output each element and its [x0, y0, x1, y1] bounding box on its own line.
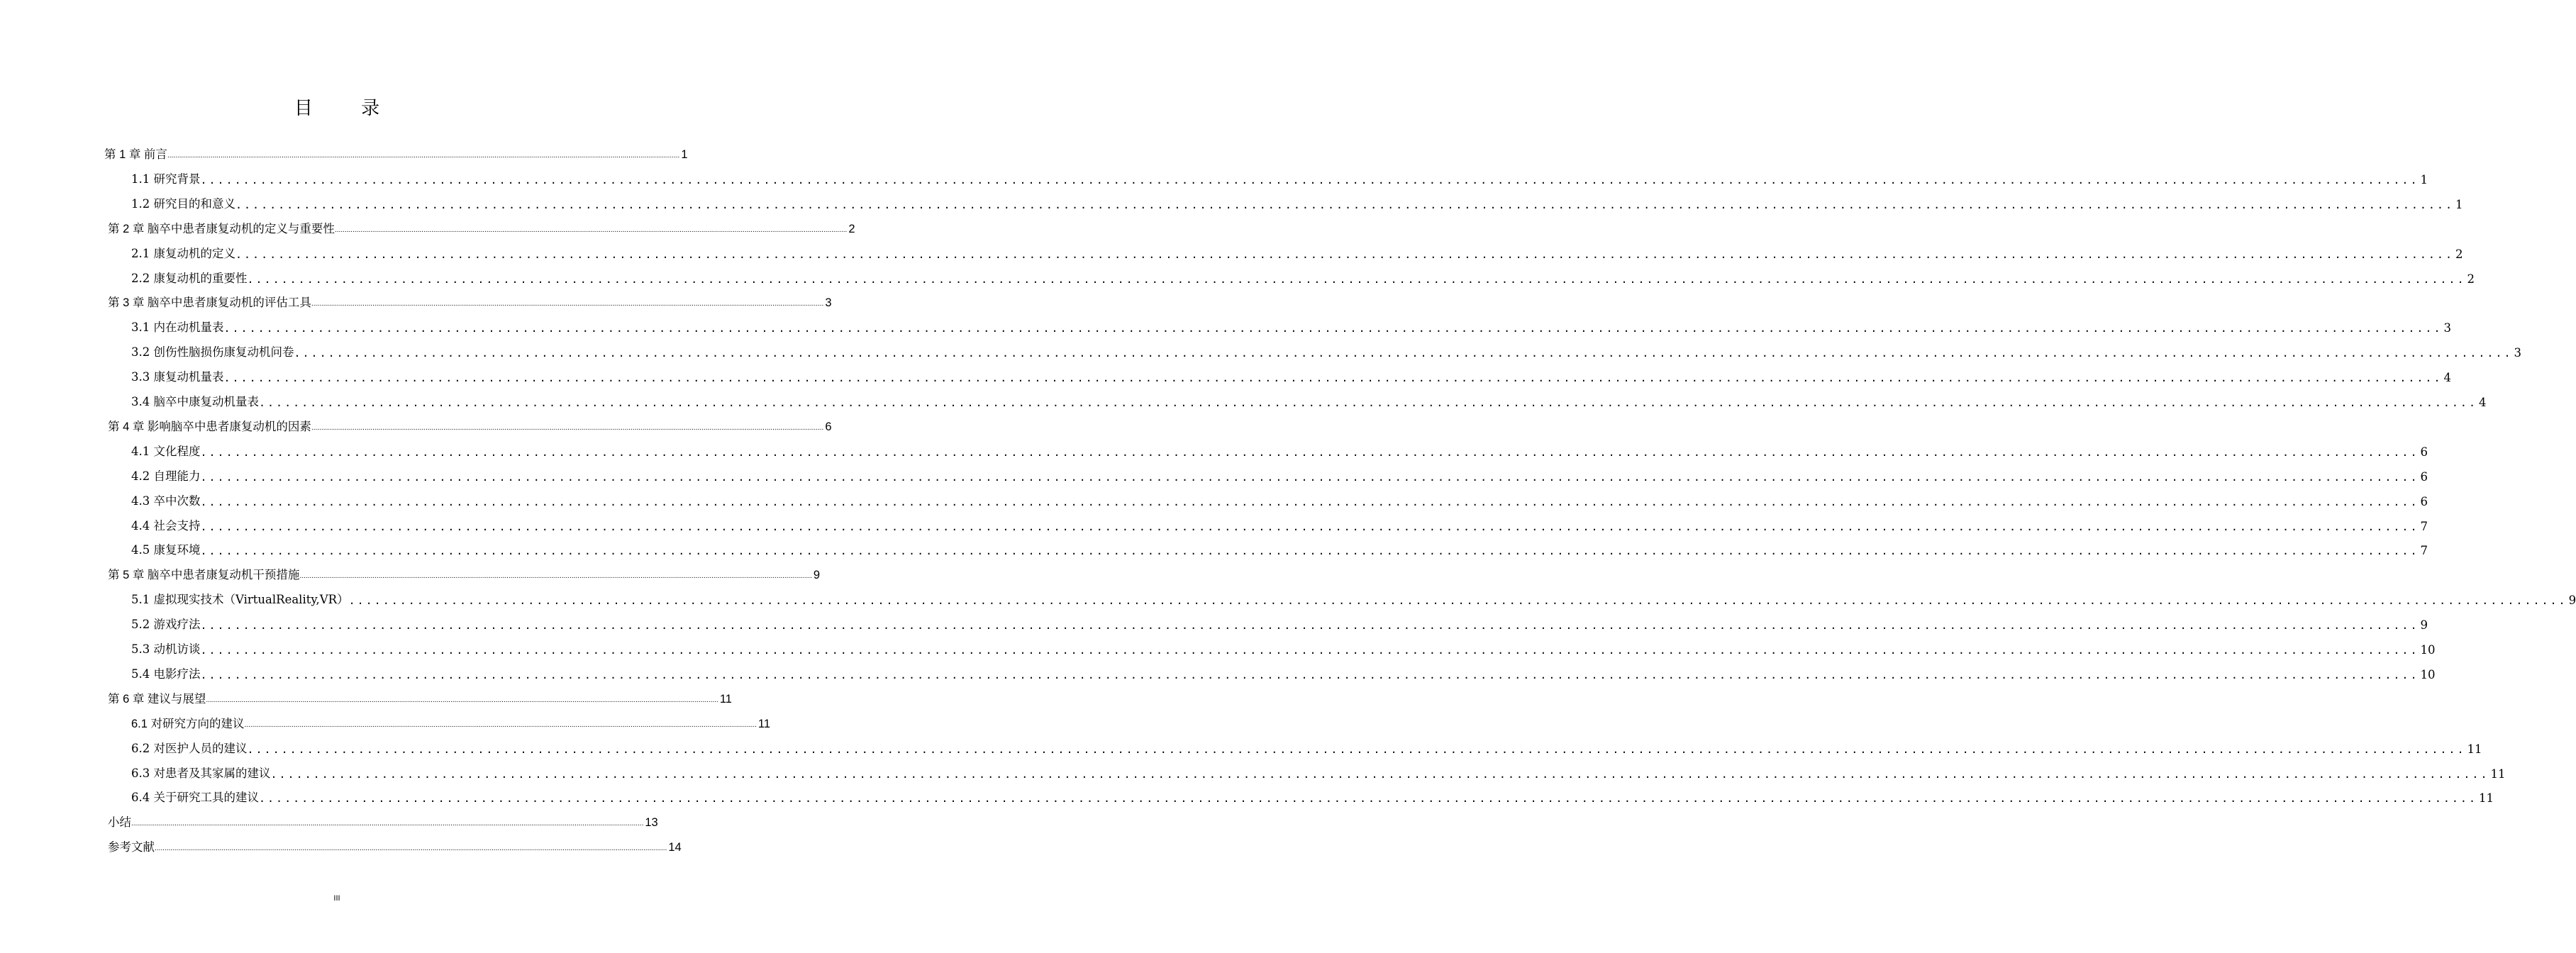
toc-dot-leader: .................................................................................................................................................................................................................................................................... — [167, 152, 680, 160]
toc-section-entry[interactable] — [131, 765, 2506, 781]
toc-section-entry[interactable] — [131, 319, 2451, 335]
toc-entry-label: 4.1 文化程度 — [131, 445, 201, 458]
toc-dot-leader: .................................................................................................................................................................................................................................................................... — [200, 520, 2419, 533]
toc-section-entry[interactable] — [131, 171, 2428, 186]
toc-entry-page: 11 — [757, 718, 771, 730]
toc-chapter-entry[interactable] — [108, 814, 658, 830]
toc-dot-leader: .................................................................................................................................................................................................................................................................... — [155, 845, 667, 852]
toc-dot-leader: .................................................................................................................................................................................................................................................................... — [348, 594, 2567, 607]
toc-entry-label: 3.3 康复动机量表 — [131, 370, 224, 384]
toc-section-entry[interactable] — [131, 740, 2482, 756]
toc-entry-page: 3 — [2443, 321, 2451, 335]
toc-section-entry[interactable] — [131, 493, 2428, 508]
toc-chapter-entry[interactable] — [131, 715, 771, 731]
toc-dot-leader: .................................................................................................................................................................................................................................................................... — [131, 820, 644, 827]
toc-dot-leader: .................................................................................................................................................................................................................................................................... — [235, 199, 2454, 211]
toc-entry-label: 4.5 康复环境 — [131, 543, 201, 557]
toc-dot-leader: .................................................................................................................................................................................................................................................................... — [294, 347, 2513, 360]
toc-dot-leader: .................................................................................................................................................................................................................................................................... — [200, 471, 2419, 484]
toc-dot-leader: .................................................................................................................................................................................................................................................................... — [259, 396, 2477, 409]
toc-chapter-entry[interactable] — [108, 221, 855, 236]
toc-entry-page: 13 — [645, 816, 658, 829]
toc-entry-label: 5.1 虚拟现实技术（VirtualReality,VR） — [131, 593, 349, 606]
toc-dot-leader: .................................................................................................................................................................................................................................................................... — [200, 496, 2419, 508]
toc-dot-leader: .................................................................................................................................................................................................................................................................... — [223, 322, 2443, 335]
toc-section-entry[interactable] — [131, 270, 2475, 286]
toc-entry-label: 小结 — [108, 816, 131, 829]
toc-entry-label: 2.2 康复动机的重要性 — [131, 272, 248, 285]
toc-dot-leader: .................................................................................................................................................................................................................................................................... — [299, 572, 812, 580]
toc-entry-page: 11 — [2467, 742, 2482, 756]
toc-dot-leader: .................................................................................................................................................................................................................................................................... — [200, 644, 2419, 657]
toc-entry-page: 1 — [2455, 198, 2463, 211]
toc-section-entry[interactable] — [131, 641, 2436, 657]
toc-entry-label: 4.4 社会支持 — [131, 519, 201, 533]
toc-entry-label: 5.2 游戏疗法 — [131, 618, 201, 631]
toc-entry-label: 4.3 卒中次数 — [131, 494, 201, 508]
toc-section-entry[interactable] — [131, 666, 2436, 681]
toc-entry-label: 3.2 创伤性脑损伤康复动机问卷 — [131, 345, 294, 359]
toc-entry-page: 2 — [2467, 272, 2475, 286]
toc-chapter-entry[interactable] — [108, 294, 832, 310]
toc-entry-page: 9 — [813, 569, 820, 581]
toc-entry-label: 6.2 对医护人员的建议 — [131, 742, 248, 755]
toc-entry-page: 1 — [681, 148, 688, 161]
toc-section-entry[interactable] — [131, 518, 2428, 533]
toc-section-entry[interactable] — [131, 443, 2428, 459]
toc-entry-page: 9 — [2568, 593, 2576, 607]
toc-dot-leader: .................................................................................................................................................................................................................................................................... — [247, 743, 2466, 756]
toc-entry-label: 3.1 内在动机量表 — [131, 321, 224, 334]
toc-dot-leader: .................................................................................................................................................................................................................................................................... — [311, 424, 824, 432]
toc-section-entry[interactable] — [131, 369, 2451, 384]
toc-chapter-entry[interactable] — [104, 146, 688, 162]
toc-entry-label: 6.3 对患者及其家属的建议 — [131, 767, 271, 780]
toc-dot-leader: .................................................................................................................................................................................................................................................................... — [200, 669, 2419, 681]
toc-dot-leader: .................................................................................................................................................................................................................................................................... — [334, 226, 848, 234]
toc-entry-label: 第 1 章 前言 — [104, 148, 167, 161]
toc-entry-page: 6 — [2420, 470, 2428, 484]
toc-dot-leader: .................................................................................................................................................................................................................................................................... — [235, 248, 2454, 261]
toc-dot-leader: .................................................................................................................................................................................................................................................................... — [200, 446, 2419, 459]
toc-section-entry[interactable] — [131, 616, 2428, 632]
toc-dot-leader: .................................................................................................................................................................................................................................................................... — [200, 545, 2419, 557]
toc-dot-leader: .................................................................................................................................................................................................................................................................... — [247, 273, 2466, 286]
toc-entry-label: 4.2 自理能力 — [131, 469, 201, 483]
toc-entry-page: 11 — [2490, 767, 2506, 781]
toc-entry-page: 6 — [2420, 445, 2428, 459]
toc-entry-label: 第 2 章 脑卒中患者康复动机的定义与重要性 — [108, 223, 335, 235]
toc-entry-page: 6 — [825, 420, 832, 433]
toc-entry-page: 14 — [668, 841, 682, 854]
toc-entry-label: 2.1 康复动机的定义 — [131, 247, 235, 260]
toc-chapter-entry[interactable] — [108, 418, 832, 434]
toc-entry-label: 1.1 研究背景 — [131, 172, 201, 186]
toc-entry-label: 第 6 章 建议与展望 — [108, 693, 206, 706]
toc-entry-label: 5.3 动机访谈 — [131, 642, 201, 656]
toc-dot-leader: .................................................................................................................................................................................................................................................................... — [200, 619, 2419, 632]
toc-entry-page: 1 — [2420, 173, 2428, 186]
toc-entry-page: 3 — [2514, 346, 2521, 360]
toc-title: 目 录 — [294, 98, 401, 119]
toc-dot-leader: .................................................................................................................................................................................................................................................................... — [223, 372, 2443, 384]
toc-section-entry[interactable] — [131, 542, 2428, 557]
toc-entry-page: 4 — [2443, 371, 2451, 384]
toc-entry-page: 11 — [719, 693, 732, 706]
toc-section-entry[interactable] — [131, 344, 2521, 360]
toc-entry-label: 5.4 电影疗法 — [131, 667, 201, 681]
toc-entry-page: 4 — [2479, 396, 2487, 409]
toc-entry-page: 10 — [2420, 668, 2436, 681]
toc-entry-page: 2 — [2455, 247, 2463, 261]
page-number: III — [333, 894, 340, 903]
toc-section-entry[interactable] — [131, 789, 2494, 805]
toc-entry-label: 第 3 章 脑卒中患者康复动机的评估工具 — [108, 296, 311, 309]
toc-entry-label: 第 4 章 影响脑卒中患者康复动机的因素 — [108, 420, 311, 433]
toc-entry-label: 1.2 研究目的和意义 — [131, 197, 235, 211]
toc-dot-leader: .................................................................................................................................................................................................................................................................... — [200, 174, 2419, 186]
toc-dot-leader: .................................................................................................................................................................................................................................................................... — [244, 721, 757, 729]
toc-section-entry[interactable] — [131, 196, 2463, 211]
toc-entry-page: 10 — [2420, 643, 2436, 657]
toc-entry-page: 2 — [848, 223, 855, 235]
toc-entry-page: 7 — [2420, 544, 2428, 557]
toc-section-entry[interactable] — [131, 468, 2428, 484]
toc-section-entry[interactable] — [131, 245, 2463, 261]
toc-section-entry[interactable] — [131, 394, 2487, 409]
toc-entry-page: 9 — [2420, 618, 2428, 632]
toc-entry-label: 6.4 关于研究工具的建议 — [131, 791, 259, 804]
toc-entry-label: 参考文献 — [108, 841, 155, 854]
toc-entry-label: 3.4 脑卒中康复动机量表 — [131, 395, 259, 408]
toc-chapter-entry[interactable] — [108, 567, 820, 582]
toc-dot-leader: .................................................................................................................................................................................................................................................................... — [206, 696, 718, 704]
toc-entry-label: 第 5 章 脑卒中患者康复动机干预措施 — [108, 569, 300, 581]
toc-dot-leader: .................................................................................................................................................................................................................................................................... — [259, 792, 2477, 805]
toc-entry-page: 11 — [2479, 791, 2494, 805]
toc-chapter-entry[interactable] — [108, 691, 732, 706]
toc-section-entry[interactable] — [131, 591, 2576, 607]
toc-entry-label: 6.1 对研究方向的建议 — [131, 718, 245, 730]
toc-chapter-entry[interactable] — [108, 839, 682, 854]
toc-entry-page: 7 — [2420, 520, 2428, 533]
toc-dot-leader: .................................................................................................................................................................................................................................................................... — [311, 300, 824, 308]
toc-dot-leader: .................................................................................................................................................................................................................................................................... — [270, 768, 2489, 781]
toc-entry-page: 3 — [825, 296, 832, 309]
toc-entry-page: 6 — [2420, 495, 2428, 508]
